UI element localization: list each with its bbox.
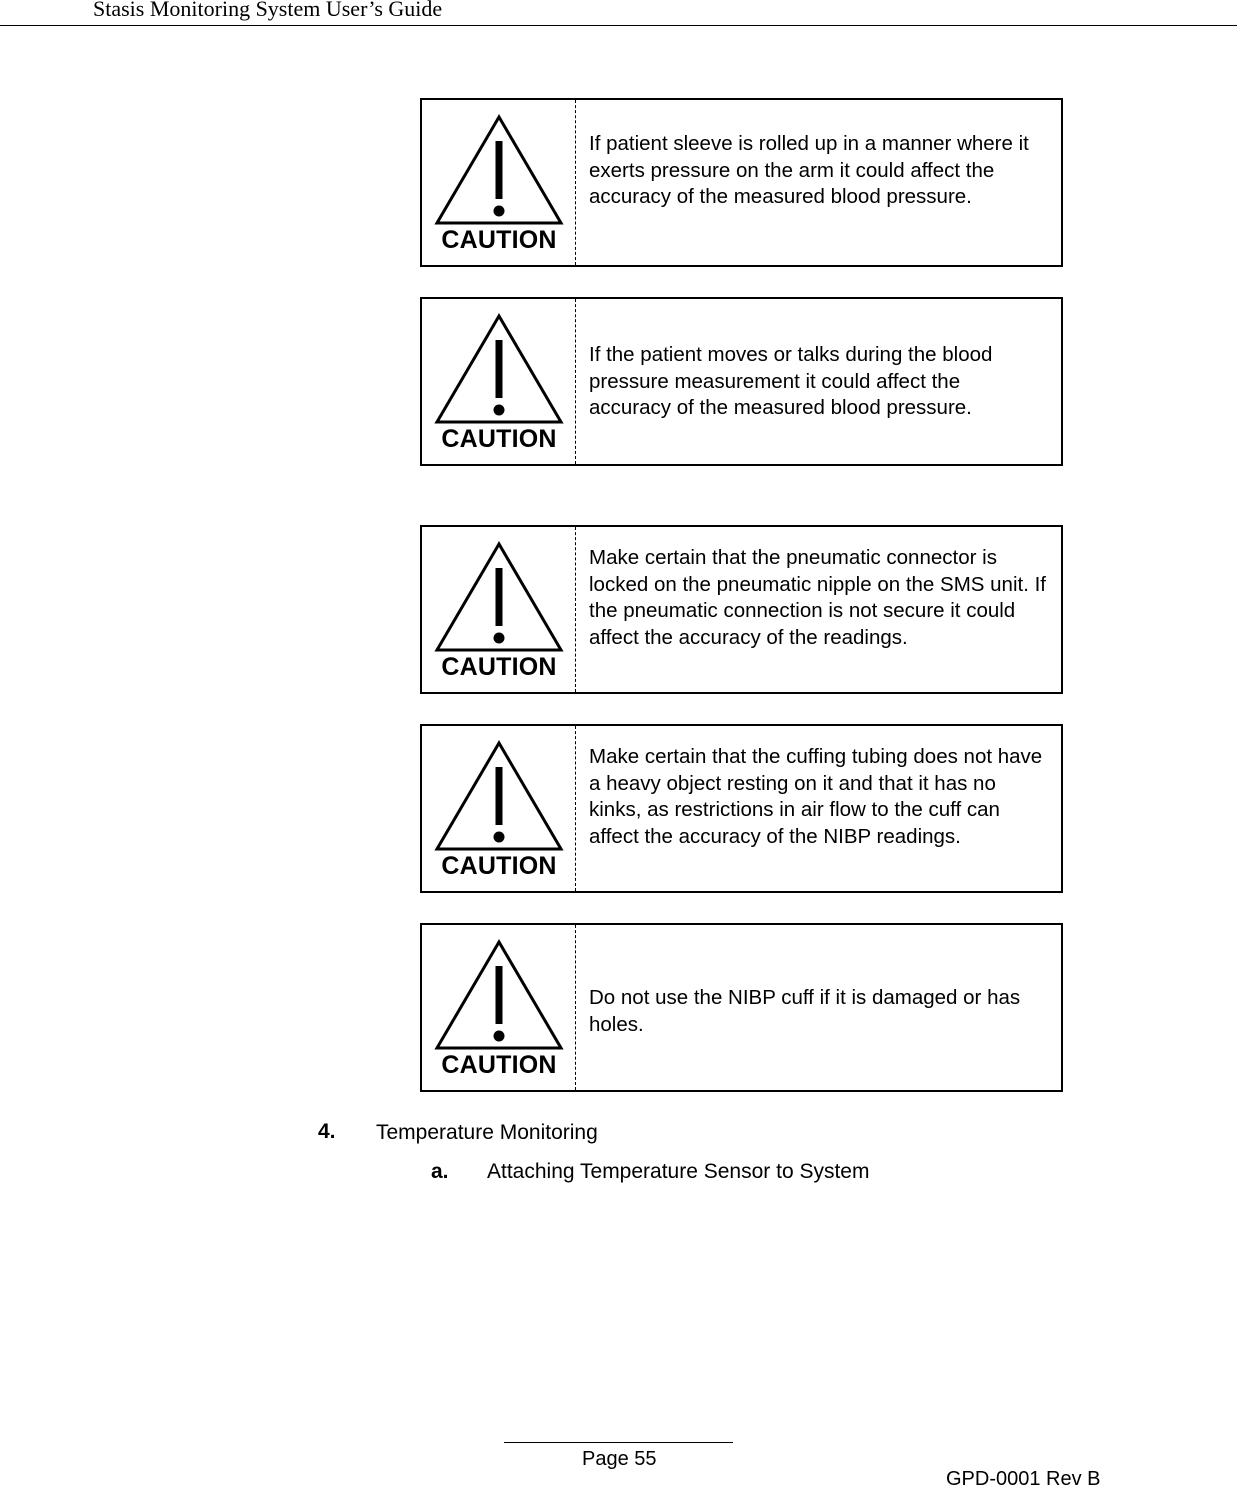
caution-message: If the patient moves or talks during the blood pressure measurement it could affect the accuracy of the measured blood pressure. — [589, 343, 993, 419]
document-title: Stasis Monitoring System User’s Guide — [93, 0, 443, 21]
document-id: GPD-0001 Rev B — [946, 1468, 1101, 1490]
caution-message: Do not use the NIBP cuff if it is damaged or has holes. — [589, 986, 1021, 1036]
caution-label: CAUTION — [441, 653, 557, 681]
caution-message: If patient sleeve is rolled up in a manner where it exerts pressure on the arm it could affect the accuracy of the measured blood pressure. — [589, 132, 1029, 208]
caution-message: Make certain that the cuffing tubing does not have a heavy object resting on it and that it has no kinks, as restrictions in air flow to the cuff can affect the accuracy of the NIBP readings. — [589, 745, 1043, 848]
caution-triangle-icon — [434, 739, 564, 851]
caution-box — [420, 525, 1063, 694]
subsection-title: Attaching Temperature Sensor to System — [487, 1160, 870, 1183]
caution-text — [589, 100, 1047, 265]
caution-text — [589, 527, 1047, 692]
caution-triangle-icon — [434, 540, 564, 652]
caution-box — [420, 297, 1063, 466]
caution-box — [420, 98, 1063, 267]
caution-message: Make certain that the pneumatic connector is locked on the pneumatic nipple on the SMS unit. If the pneumatic connection is not secure it could affect the accuracy of the readings. — [589, 546, 1046, 649]
caution-label: CAUTION — [441, 425, 557, 453]
caution-triangle-icon — [434, 113, 564, 225]
subsection-letter: a. — [431, 1160, 449, 1183]
caution-icon-cell — [422, 925, 576, 1090]
caution-icon-cell — [422, 527, 576, 692]
caution-triangle-icon — [434, 312, 564, 424]
caution-text — [589, 726, 1047, 891]
caution-box — [420, 724, 1063, 893]
caution-text — [589, 299, 1047, 464]
footer-divider — [504, 1442, 733, 1443]
section-number: 4. — [318, 1120, 336, 1143]
caution-icon-cell — [422, 100, 576, 265]
caution-label: CAUTION — [441, 226, 557, 254]
caution-label: CAUTION — [441, 1051, 557, 1079]
caution-triangle-icon — [434, 938, 564, 1050]
caution-box — [420, 923, 1063, 1092]
caution-text — [589, 925, 1047, 1090]
header-divider — [0, 25, 1237, 26]
page-number: Page 55 — [582, 1448, 657, 1470]
caution-icon-cell — [422, 299, 576, 464]
caution-label: CAUTION — [441, 852, 557, 880]
section-title: Temperature Monitoring — [376, 1121, 598, 1144]
caution-icon-cell — [422, 726, 576, 891]
